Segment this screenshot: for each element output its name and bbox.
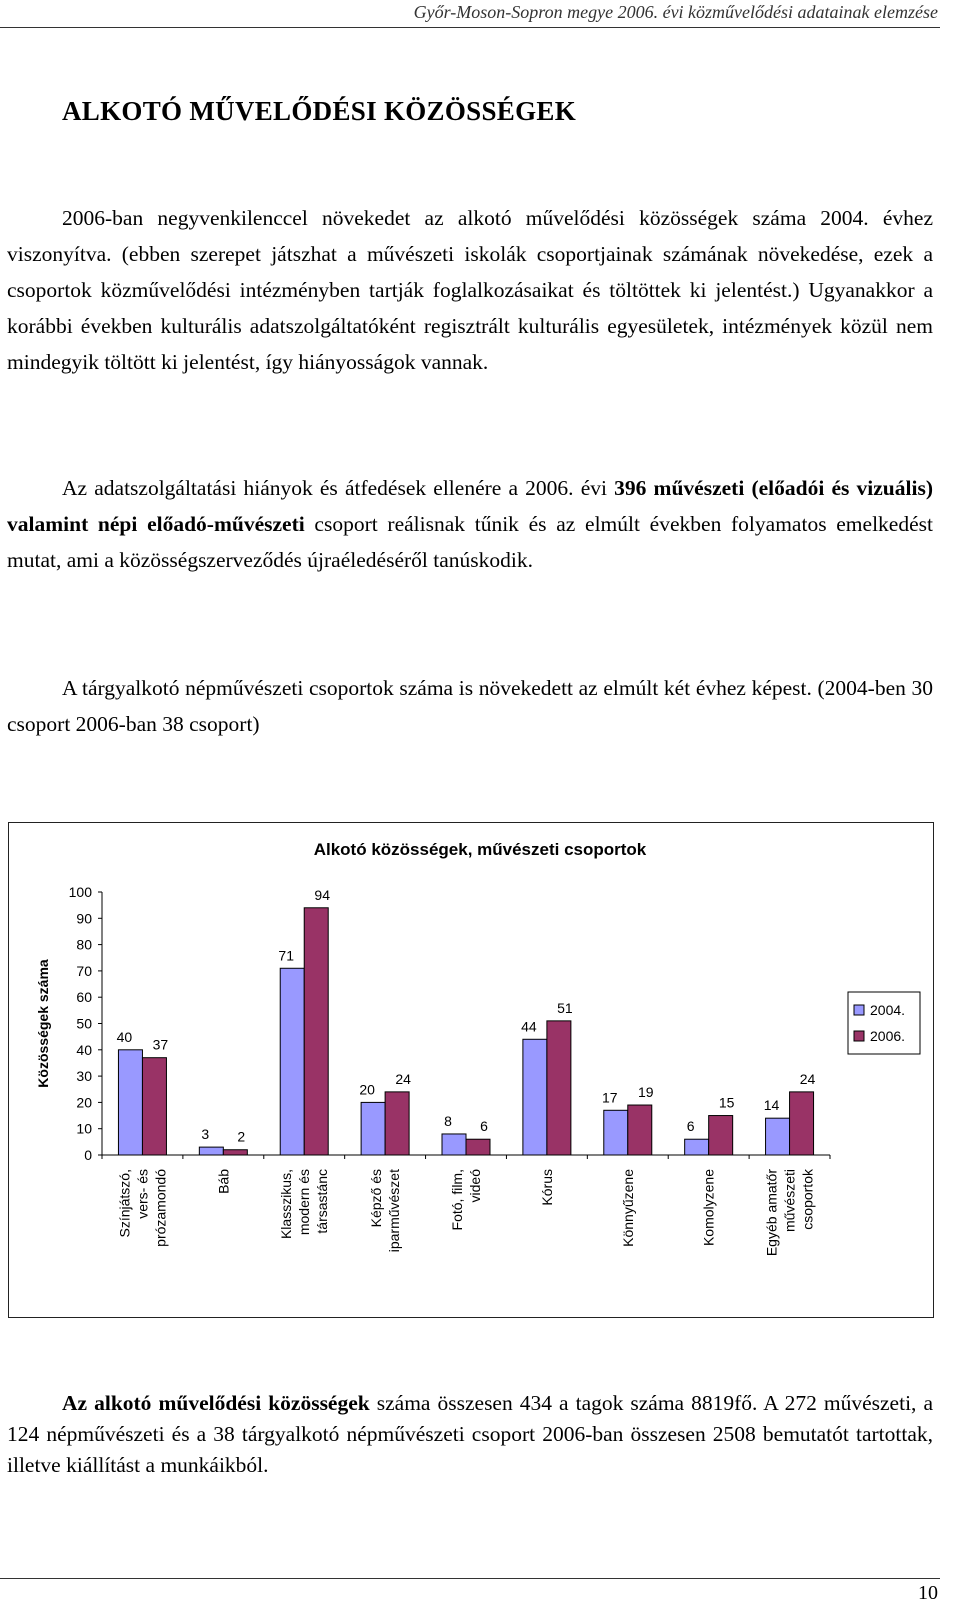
category-label: társastánc: [314, 1169, 331, 1234]
category-label: vers- és: [134, 1169, 151, 1219]
category-label: művészeti: [781, 1169, 798, 1233]
y-tick-label: 20: [76, 1094, 92, 1111]
data-label: 20: [359, 1081, 375, 1098]
category-label: videó: [467, 1169, 483, 1203]
y-tick-label: 50: [76, 1015, 92, 1032]
category-label: prózamondó: [152, 1169, 169, 1247]
y-axis-label: Közösségek száma: [35, 959, 51, 1088]
y-tick-label: 90: [76, 910, 92, 927]
legend-swatch: [854, 1005, 864, 1015]
category-label: Egyéb amatőr: [763, 1169, 780, 1257]
bar-2004: [604, 1110, 628, 1155]
legend-label: 2004.: [870, 1002, 906, 1018]
bar-2004: [685, 1139, 709, 1155]
data-label: 8: [444, 1112, 452, 1129]
bar-2004: [199, 1147, 223, 1155]
paragraph-3-text: A tárgyalkotó népművészeti csoportok száma is növekedett az elmúlt két évhez képest. (2004-ben 30 csoport 2006-ban 38 csoport): [7, 676, 933, 736]
bar-2004: [118, 1050, 142, 1155]
data-label: 24: [799, 1070, 816, 1087]
y-tick-label: 10: [76, 1120, 92, 1137]
category-label: Képző és: [368, 1169, 385, 1228]
footer-rule: [0, 1578, 940, 1579]
y-tick-label: 40: [76, 1041, 92, 1058]
data-label: 15: [718, 1094, 735, 1111]
data-label: 2: [237, 1128, 246, 1145]
data-label: 14: [763, 1097, 780, 1114]
y-tick-label: 100: [68, 884, 92, 900]
bar-2004: [523, 1039, 547, 1155]
bar-2006: [304, 908, 328, 1155]
legend-swatch: [854, 1031, 864, 1041]
paragraph-1-text: 2006-ban negyvenkilenccel növekedet az alkotó művelődési közösségek száma 2004. évhez viszonyítva. (ebben szerepet játszhat a művészeti iskolák csoportjainak számának növekedése, ezek a csoportok közművelődési intézményben tartják foglalkozásaikat és töltöttek ki jelentést.) Ugyanakkor a korábbi években kulturális adatszolgáltatóként regisztrált kulturális egyesületek, intézmények közül nem mindegyik töltött ki jelentést, így hiányosságok vannak.: [7, 206, 933, 374]
data-label: 40: [116, 1028, 133, 1045]
category-label: Klasszikus,: [278, 1169, 295, 1240]
data-label: 44: [521, 1018, 537, 1035]
category-label: csoportok: [799, 1169, 816, 1230]
category-label: Komolyzene: [700, 1169, 717, 1247]
bar-2006: [223, 1150, 247, 1155]
data-label: 51: [557, 999, 573, 1016]
data-label: 19: [637, 1084, 654, 1101]
data-label: 24: [395, 1070, 411, 1087]
legend-label: 2006.: [870, 1028, 906, 1044]
bar-2006: [385, 1092, 409, 1155]
y-tick-label: 70: [76, 962, 92, 979]
bar-2006: [547, 1021, 571, 1155]
y-tick-label: 0: [84, 1147, 92, 1163]
data-label: 71: [278, 947, 295, 964]
bar-2006: [628, 1105, 652, 1155]
bar-2004: [361, 1102, 385, 1155]
paragraph-2-lead: Az adatszolgáltatási hiányok és átfedések ellenére a 2006. évi: [62, 476, 615, 500]
page-number: 10: [918, 1582, 938, 1604]
bar-2006: [142, 1058, 166, 1155]
bar-2006: [709, 1116, 733, 1155]
y-tick-label: 30: [76, 1068, 92, 1085]
chart-title: Alkotó közösségek, művészeti csoportok: [313, 840, 647, 859]
running-title: Győr-Moson-Sopron megye 2006. évi közművelődési adatainak elemzése: [413, 2, 938, 22]
paragraph-4: [7, 1388, 933, 1481]
category-label: Könnyűzene: [619, 1169, 636, 1247]
category-label: Kórus: [538, 1169, 555, 1206]
data-label: 6: [686, 1118, 695, 1135]
data-label: 17: [601, 1089, 618, 1106]
data-label: 6: [480, 1118, 488, 1135]
bar-2004: [766, 1118, 790, 1155]
bar-2004: [280, 968, 304, 1155]
category-label: iparművészet: [386, 1169, 403, 1253]
bar-2006: [466, 1139, 490, 1155]
category-label: Színjátszó,: [116, 1169, 133, 1238]
category-label: modern és: [296, 1169, 313, 1236]
data-label: 37: [152, 1036, 169, 1053]
data-label: 94: [314, 886, 331, 903]
y-tick-label: 80: [76, 936, 92, 953]
bar-2006: [790, 1092, 814, 1155]
y-tick-label: 60: [76, 989, 92, 1006]
category-label: Báb: [215, 1169, 232, 1194]
section-heading: ALKOTÓ MŰVELŐDÉSI KÖZÖSSÉGEK: [62, 96, 577, 126]
paragraph-2-bold: 396 művészeti (előadói és vizuális) valamint népi előadó-művészeti: [7, 476, 933, 536]
bar-2004: [442, 1134, 466, 1155]
paragraph-2-tail: csoport reálisnak tűnik és az elmúlt években folyamatos emelkedést mutat, ami a közösségszerveződés újraéledéséről tanúskodik.: [7, 512, 933, 572]
data-label: 3: [201, 1126, 210, 1143]
paragraph-4-bold: Az alkotó művelődési közösségek: [62, 1391, 370, 1415]
paragraph-4-text: száma összesen 434 a tagok száma 8819fő. A 272 művészeti, a 124 népművészeti és a 38 tárgyalkotó népművészeti csoport 2006-ban összesen 2508 bemutatót tartottak, illetve kiállítást a munkáikból.: [7, 1391, 933, 1477]
category-label: Fotó, film,: [449, 1169, 465, 1231]
